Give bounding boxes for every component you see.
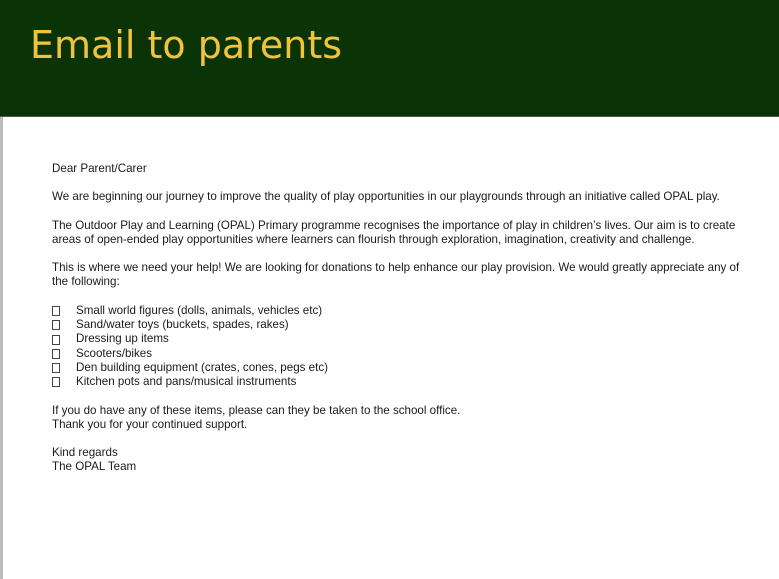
letter-intro: We are beginning our journey to improve the quality of play opportunities in our playgrounds through an initiative called OPAL play. [52, 190, 720, 204]
checkbox-bullet-icon [52, 335, 60, 345]
paragraph-gap [52, 390, 752, 404]
checkbox-bullet-icon [52, 363, 60, 373]
page-title: Email to parents [30, 23, 343, 67]
list-item [52, 304, 752, 318]
checkbox-bullet-icon [52, 377, 60, 387]
letter-programme: The Outdoor Play and Learning (OPAL) Primary programme recognises the importance of play in children’s lives. Our aim is to create areas of open-ended play opportunities where learners can flourish through exploration, imagination, creativity and challenge. [52, 218, 736, 246]
list-item [52, 361, 752, 375]
letter-closing-1: If you do have any of these items, please can they be taken to the school office. [52, 403, 461, 417]
checkbox-bullet-icon [52, 306, 60, 316]
list-item-label: Kitchen pots and pans/musical instruments [76, 375, 297, 389]
letter-signature: The OPAL Team [52, 460, 137, 474]
list-item-label: Dressing up items [76, 332, 169, 346]
donation-list [52, 304, 752, 390]
list-item-label: Sand/water toys (buckets, spades, rakes) [76, 318, 289, 332]
checkbox-bullet-icon [52, 320, 60, 330]
list-item [52, 318, 752, 332]
paragraph-gap [52, 290, 752, 304]
list-item [52, 332, 752, 346]
list-item-label: Den building equipment (crates, cones, pegs etc) [76, 360, 328, 374]
checkbox-bullet-icon [52, 349, 60, 359]
letter-sign-off: Kind regards [52, 446, 118, 460]
letter-body [52, 162, 752, 475]
header-banner [0, 0, 779, 117]
letter-greeting: Dear Parent/Carer [52, 162, 147, 175]
list-item-label: Small world figures (dolls, animals, vehicles etc) [76, 303, 323, 317]
list-item-label: Scooters/bikes [76, 346, 153, 360]
left-border [0, 117, 3, 579]
paragraph-gap [52, 247, 752, 261]
paragraph-gap [52, 432, 752, 446]
list-item [52, 375, 752, 389]
letter-request: This is where we need your help! We are looking for donations to help enhance our play provision. We would greatly appreciate any of the following: [52, 261, 740, 289]
list-item [52, 347, 752, 361]
paragraph-gap [52, 205, 752, 219]
paragraph-gap [52, 176, 752, 190]
letter-closing-2: Thank you for your continued support. [52, 417, 248, 431]
